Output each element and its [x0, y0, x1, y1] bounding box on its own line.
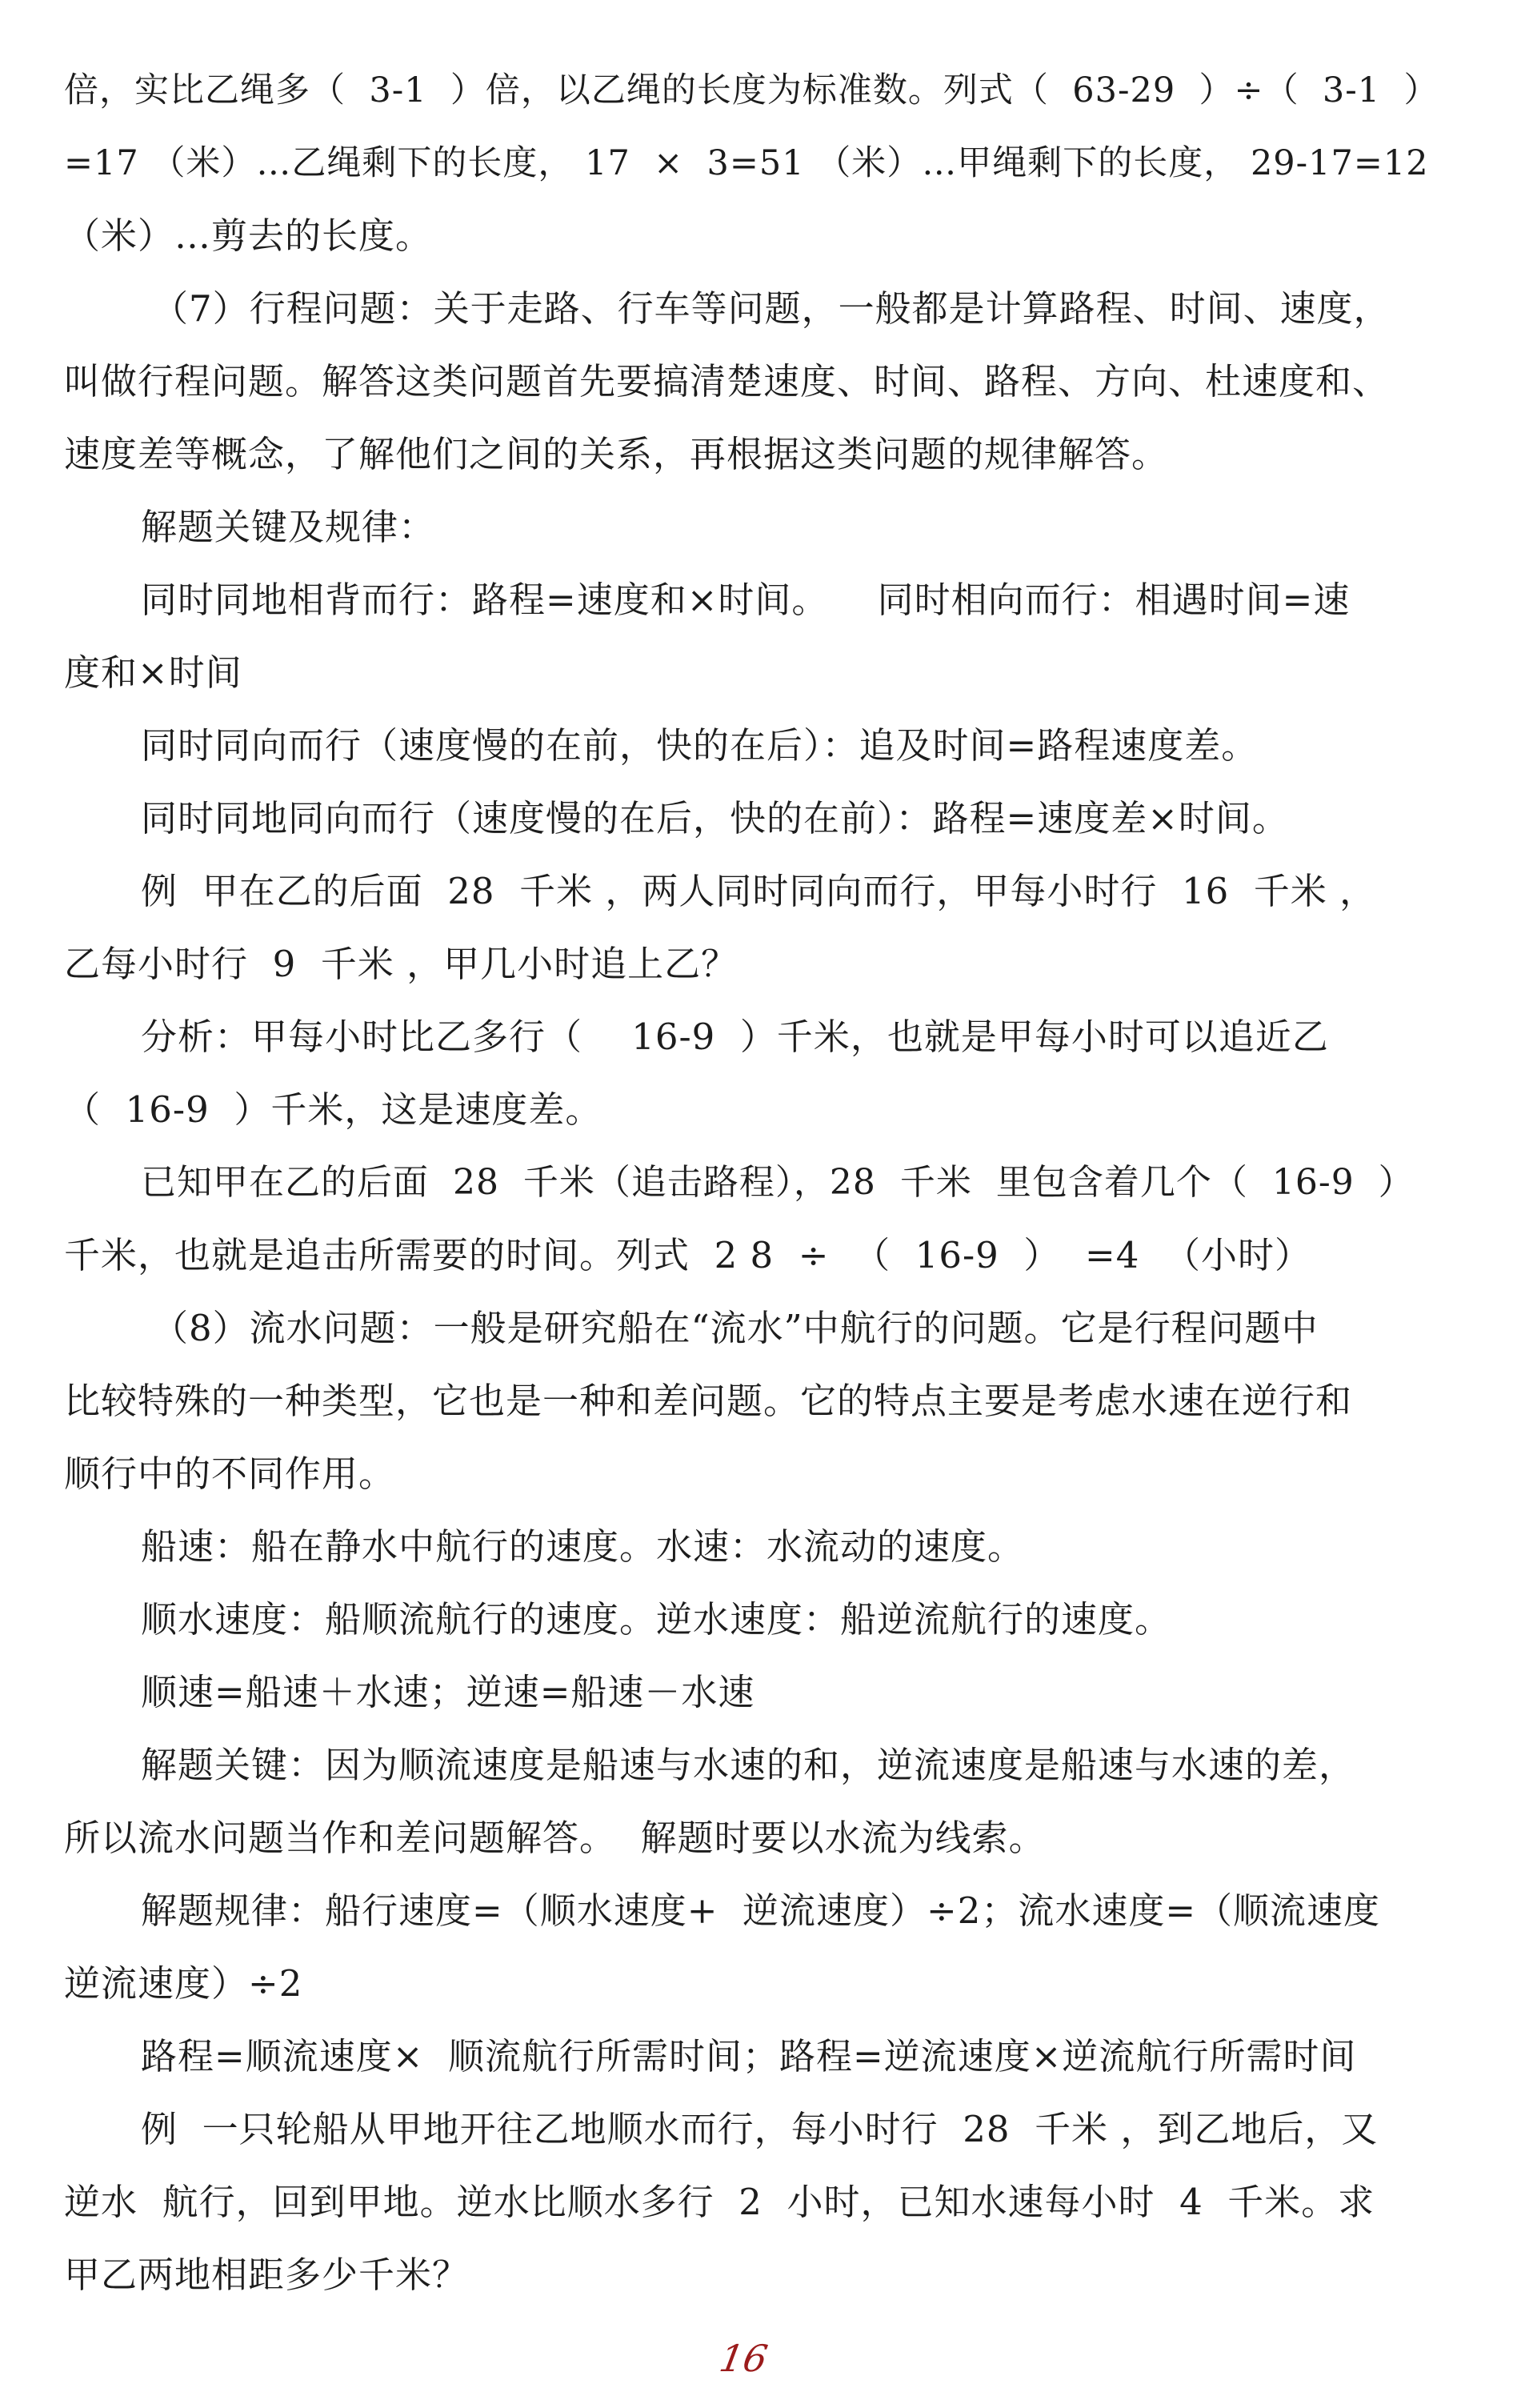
text-line: 比较特殊的一种类型，它也是一种和差问题。它的特点主要是考虑水速在逆行和 [64, 1380, 1353, 1422]
example-line: 例 甲在乙的后面 28 千米 ，两人同时同向而行，甲每小时行 16 千米 ， [141, 870, 1377, 912]
text-line: 逆水 航行，回到甲地。逆水比顺水多行 2 小时，已知水速每小时 4 千米。求 [64, 2181, 1375, 2223]
text-line: 倍，实比乙绳多（ 3-1 ）倍，以乙绳的长度为标准数。列式（ 63-29 ）÷（ 3-1 ） [64, 70, 1439, 110]
text-line: 顺速=船速＋水速；逆速=船速－水速 [141, 1671, 755, 1713]
text-line: 甲乙两地相距多少千米？ [64, 2254, 470, 2296]
text-line: 乙每小时行 9 千米 ，甲几小时追上乙？ [64, 943, 738, 985]
text-line: 船速：船在静水中航行的速度。水速：水流动的速度。 [141, 1525, 1025, 1568]
text-line: 解题关键及规律： [141, 506, 436, 548]
text-line: 顺行中的不同作用。 [64, 1452, 396, 1495]
text-line: 分析：甲每小时比乙多行（ 16-9 ）千米，也就是甲每小时可以追近乙 [141, 1016, 1329, 1058]
text-line: 已知甲在乙的后面 28 千米（追击路程），28 千米 里包含着几个（ 16-9 ） [141, 1162, 1415, 1203]
text-line: 路程=顺流速度× 顺流航行所需时间；路程=逆流速度×逆流航行所需时间 [141, 2035, 1357, 2077]
section-heading-line: （7）行程问题：关于走路、行车等问题，一般都是计算路程、时间、速度， [152, 287, 1391, 330]
text-line: 同时同地相背而行：路程=速度和×时间。 同时相向而行：相遇时间=速 [141, 579, 1351, 621]
text-line: （米）…剪去的长度。 [64, 214, 433, 257]
text-line: 所以流水问题当作和差问题解答。 解题时要以水流为线索。 [64, 1817, 1046, 1859]
text-line: 千米，也就是追击所需要的时间。列式 2 8 ÷ （ 16-9 ） =4 （小时） [64, 1234, 1311, 1276]
text-line: 顺水速度：船顺流航行的速度。逆水速度：船逆流航行的速度。 [141, 1598, 1172, 1641]
text-line: =17 （米）…乙绳剩下的长度， 17 × 3=51 （米）…甲绳剩下的长度， 29-17=12 [64, 143, 1429, 183]
text-line: 解题关键：因为顺流速度是船速与水速的和，逆流速度是船速与水速的差， [141, 1744, 1356, 1786]
example-line: 例 一只轮船从甲地开往乙地顺水而行，每小时行 28 千米 ，到乙地后，又 [141, 2108, 1379, 2150]
text-line: （ 16-9 ）千米，这是速度差。 [64, 1088, 602, 1131]
text-line: 速度差等概念，了解他们之间的关系，再根据这类问题的规律解答。 [64, 433, 1169, 475]
text-line: 同时同向而行（速度慢的在前，快的在后）：追及时间=路程速度差。 [141, 724, 1259, 767]
page-number: 16 [716, 2337, 771, 2380]
text-line: 逆流速度）÷2 [64, 1962, 303, 2005]
text-line: 度和×时间 [64, 651, 242, 694]
section-heading-line: （8）流水问题：一般是研究船在“流水”中航行的问题。它是行程问题中 [152, 1307, 1319, 1349]
text-line: 同时同地同向而行（速度慢的在后，快的在前）：路程=速度差×时间。 [141, 797, 1289, 839]
text-line: 叫做行程问题。解答这类问题首先要搞清楚速度、时间、路程、方向、杜速度和、 [64, 360, 1390, 403]
text-line: 解题规律：船行速度=（顺水速度+ 逆流速度）÷2；流水速度=（顺流速度 [141, 1889, 1381, 1932]
